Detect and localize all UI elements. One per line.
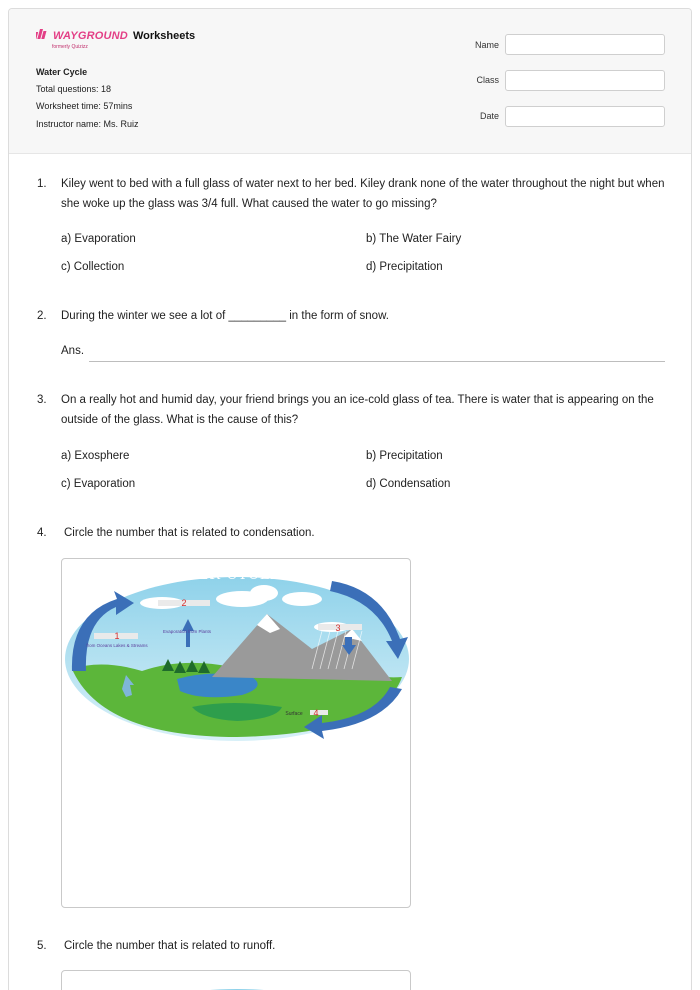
logo-wordmark <box>36 29 128 42</box>
question-4-image <box>61 558 411 908</box>
question-3-option-b[interactable]: b) Precipitation <box>366 450 443 462</box>
question-4-text: Circle the number that is related to condensation. <box>64 527 315 539</box>
logo-text: WAYGROUND <box>53 30 128 42</box>
question-2-text: During the winter we see a lot of _________ in the form of snow. <box>61 310 389 322</box>
worksheet-header <box>9 9 691 154</box>
brand-title: Worksheets <box>133 30 196 42</box>
question-3-option-a[interactable]: a) Exosphere <box>61 450 130 462</box>
worksheet-page <box>8 8 692 990</box>
marker-1[interactable]: 1 <box>114 631 120 641</box>
name-field[interactable] <box>505 34 665 55</box>
question-1-option-b[interactable]: b) The Water Fairy <box>366 233 462 245</box>
label-oceans: from Oceans Lakes & Streams <box>86 643 148 648</box>
brand-logo <box>36 29 196 50</box>
marker-4[interactable]: 4 <box>313 708 319 718</box>
question-5-text: Circle the number that is related to runoff. <box>64 940 276 952</box>
wayground-logo-icon <box>36 29 52 42</box>
question-2-answer-label: Ans. <box>61 345 85 357</box>
question-5-number: 5. <box>37 940 47 952</box>
water-cycle-diagram <box>62 559 411 908</box>
question-4-number: 4. <box>37 527 47 539</box>
marker-3[interactable]: 3 <box>335 623 341 633</box>
worksheet-time: Worksheet time: 57mins <box>36 101 133 111</box>
diagram-title-2: WATER CYCLE <box>162 975 282 990</box>
logo-subtext: formerly Quizizz <box>52 44 88 50</box>
question-1-option-c[interactable]: c) Collection <box>61 261 125 273</box>
diagram-title: WATER CYCLE <box>162 567 282 583</box>
worksheet-title: Water Cycle <box>36 67 88 77</box>
question-3-option-d[interactable]: d) Condensation <box>366 478 451 490</box>
class-field[interactable] <box>505 70 665 91</box>
label-plants: Evaporation from Plants <box>162 629 212 634</box>
label-surface: Surface <box>285 711 303 717</box>
question-3-option-c[interactable]: c) Evaporation <box>61 478 136 490</box>
question-5-image <box>61 970 411 990</box>
question-1-number: 1. <box>37 178 47 190</box>
question-3-number: 3. <box>37 394 47 406</box>
question-2-number: 2. <box>37 310 47 322</box>
class-label: Class <box>476 75 499 85</box>
question-1-option-a[interactable]: a) Evaporation <box>61 233 136 245</box>
total-questions: Total questions: 18 <box>36 84 112 94</box>
date-label: Date <box>479 111 499 121</box>
question-2-answer-line[interactable] <box>89 361 665 362</box>
marker-2[interactable]: 2 <box>181 598 187 608</box>
question-1-text: Kiley went to bed with a full glass of water next to her bed. Kiley drank none of the water throughout the night but when she woke up the glass was 3/4 full. What caused the water to go missing? <box>61 178 665 210</box>
question-1-option-d[interactable]: d) Precipitation <box>366 261 443 273</box>
instructor-name: Instructor name: Ms. Ruiz <box>36 119 139 129</box>
question-3-text: On a really hot and humid day, your friend brings you an ice-cold glass of tea. There is water that is appearing on the outside of the glass. What is the cause of this? <box>61 394 654 426</box>
name-label: Name <box>474 40 499 50</box>
date-field[interactable] <box>505 106 665 127</box>
water-cycle-diagram-2 <box>62 971 411 990</box>
